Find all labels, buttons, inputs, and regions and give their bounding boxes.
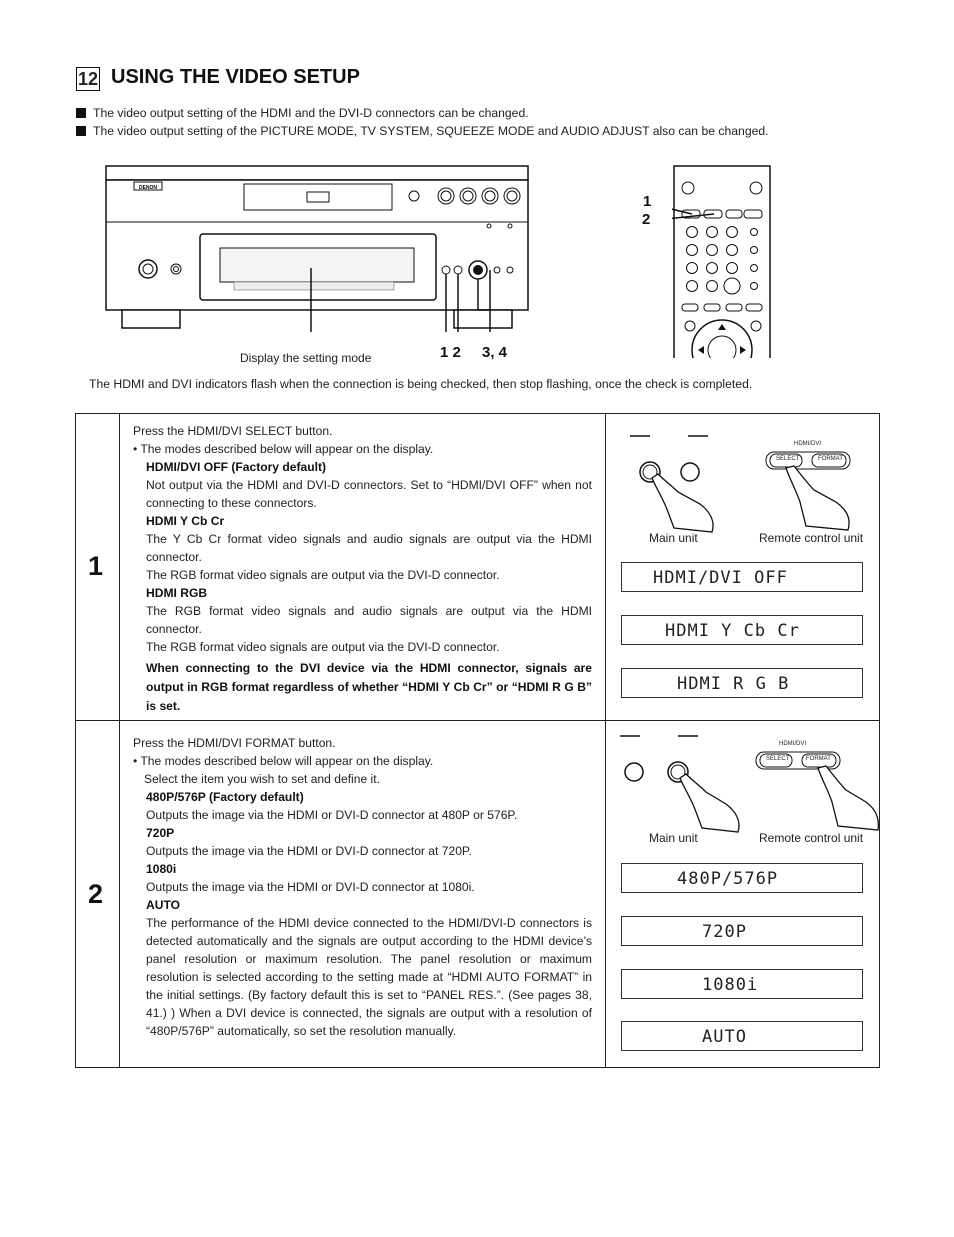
format-button-label: FORMAT [818,456,843,462]
remote-callout-1: 1 [643,193,652,210]
square-bullet-icon [76,108,86,118]
column-divider [605,414,606,1067]
row-divider [76,720,879,721]
select-button-label: SELECT [766,756,790,762]
main-unit-caption: Main unit [649,531,698,545]
page-title: USING THE VIDEO SETUP [111,66,360,88]
step-2-main-unit-hand [616,728,746,836]
step-2-text: Press the HDMI/DVI FORMAT button. • The modes described below will appear on the display. Select the item you wish to set and define it. 480P/576P (Factory default) Outputs the image via the HDMI or DVI-D connector at 480P or 576P. 720P Outputs the image via the HDMI or DVI-D connector at 720P. 1080i Outputs the image via the HDMI or DVI-D connector at 1080i. AUTO The performance of the HDMI device connected to the HDMI/DVI-D connectors is detected automatically and the signals are output according to the HDMI device’s panel resolution or maximum resolution. The panel resolution or maximum resolution is selected according to the setting made at “HDMI AUTO FORMAT” in the initial settings. (By factory default this is set to “PANEL RES.”. (See pages 38, 41.) ) When a DVI device is connected, the signals are output with a resolution of “480P/576P” automatically, so set the resolution manually. [133,736,592,1038]
display-readout: HDMI Y Cb Cr [621,615,863,645]
display-readout: AUTO [621,1021,863,1051]
step-2-remote-hand [752,740,882,836]
steps-table [75,413,880,1068]
display-caption: Display the setting mode [240,351,372,365]
remote-unit-caption: Remote control unit [759,831,864,845]
callout-3-4: 3, 4 [482,344,508,361]
remote-unit-caption: Remote control unit [759,531,864,545]
remote-group-label: HDMI/DVI [794,441,821,447]
display-readout: HDMI/DVI OFF [621,562,863,592]
square-bullet-icon [76,126,86,136]
step-number: 2 [88,879,104,909]
svg-text:DENON: DENON [138,185,158,191]
callout-1-2: 1 2 [440,344,461,361]
display-readout: 480P/576P [621,863,863,893]
bullet-item: The video output setting of the HDMI and the DVI-D connectors can be changed. [76,106,529,120]
section-number: 12 [77,69,99,89]
remote-control-illustration [672,164,772,358]
step-1-remote-hand [762,440,882,536]
column-divider [119,414,120,1067]
bullet-item: The video output setting of the PICTURE MODE, TV SYSTEM, SQUEEZE MODE and AUDIO ADJUST also can be changed. [76,124,769,138]
main-unit-caption: Main unit [649,831,698,845]
remote-group-label: HDMI/DVI [779,741,806,747]
select-button-label: SELECT [776,456,800,462]
remote-callout-2: 2 [642,211,651,228]
indicator-note: The HDMI and DVI indicators flash when the connection is being checked, then stop flashing, once the check is completed. [89,377,753,391]
step-1-text: Press the HDMI/DVI SELECT button. • The modes described below will appear on the display. HDMI/DVI OFF (Factory default) Not output via the HDMI and DVI-D connectors. Set to “HDMI/DVI OFF” when not connecting to these connectors. HDMI Y Cb Cr The Y Cb Cr format video signals and audio signals are output via the HDMI connector. The RGB format video signals are output via the DVI-D connector. HDMI RGB The RGB format video signals and audio signals are output via the HDMI connector. The RGB format video signals are output via the DVI-D connector. When connecting to the DVI device via the HDMI connector, signals are output in RGB format regardless of whether “HDMI Y Cb Cr” or “HDMI R G B” is set. [133,424,592,713]
display-readout: 1080i [621,969,863,999]
format-button-label: FORMAT [806,756,831,762]
display-readout: HDMI R G B [621,668,863,698]
display-readout: 720P [621,916,863,946]
step-number: 1 [88,551,104,581]
step-1-main-unit-hand [616,428,746,536]
main-unit-illustration [104,164,530,332]
